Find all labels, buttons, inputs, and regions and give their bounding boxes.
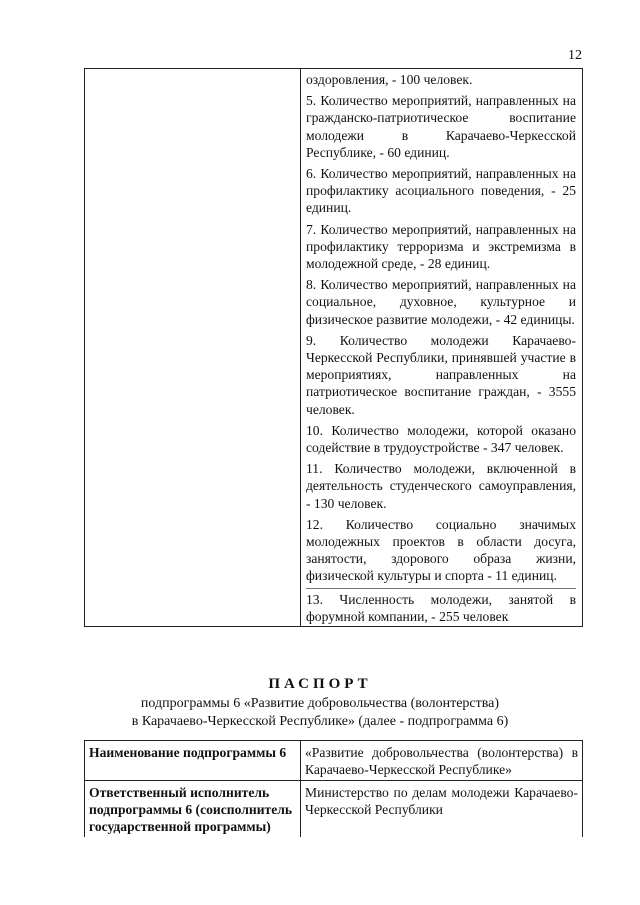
row-label: Ответственный исполнитель подпрограммы 6 (соисполнитель государственной программы) <box>85 781 301 838</box>
page-number: 12 <box>568 48 582 63</box>
passport-title: ПАСПОРТ <box>268 676 372 692</box>
indicators-table <box>84 68 583 627</box>
list-item: 8. Количество мероприятий, направленных на социальное, духовное, культурное и физическое развитие молодежи, - 42 единицы. <box>306 277 576 327</box>
list-item: оздоровления, - 100 человек. <box>306 72 473 87</box>
list-item: 11. Количество молодежи, включенной в деятельность студенческого самоуправления, - 130 человек. <box>306 461 576 511</box>
row-value: Министерство по делам молодежи Карачаево-Черкесской Республики <box>301 781 583 838</box>
empty-label-cell <box>85 69 301 627</box>
table-row <box>85 741 583 781</box>
list-item: 6. Количество мероприятий, направленных на профилактику асоциального поведения, - 25 единиц. <box>306 166 576 216</box>
list-item: 10. Количество молодежи, которой оказано содействие в трудоустройстве - 347 человек. <box>306 422 576 456</box>
list-item: 7. Количество мероприятий, направленных на профилактику терроризма и экстремизма в молодежной среде, - 28 единиц. <box>306 221 576 272</box>
table-row <box>85 69 583 627</box>
passport-subtitle-line2: в Карачаево-Черкесской Республике» (далее - подпрограмма 6) <box>131 714 509 729</box>
list-item: 13. Численность молодежи, занятой в форумной компании, - 255 человек <box>306 588 576 625</box>
indicators-cell <box>301 69 583 627</box>
list-item: 5. Количество мероприятий, направленных на гражданско-патриотическое воспитание молодежи в Карачаево-Черкесской Республике, - 60 единиц. <box>306 93 576 160</box>
list-item: 12. Количество социально значимых молодежных проектов в области досуга, занятости, здорового образа жизни, физической культуры и спорта - 11 единиц. <box>306 516 576 584</box>
passport-table <box>84 740 583 837</box>
row-label: Наименование подпрограммы 6 <box>85 741 301 781</box>
passport-subtitle <box>0 695 640 731</box>
row-value: «Развитие добровольчества (волонтерства) в Карачаево-Черкесской Республике» <box>301 741 583 781</box>
table-row <box>85 781 583 838</box>
list-item: 9. Количество молодежи Карачаево-Черкесской Республики, принявшей участие в мероприятиях, направленных на патриотическое воспитание граждан, - 3555 человек. <box>306 332 576 417</box>
passport-subtitle-line1: подпрограммы 6 «Развитие добровольчества (волонтерства) <box>140 696 500 711</box>
